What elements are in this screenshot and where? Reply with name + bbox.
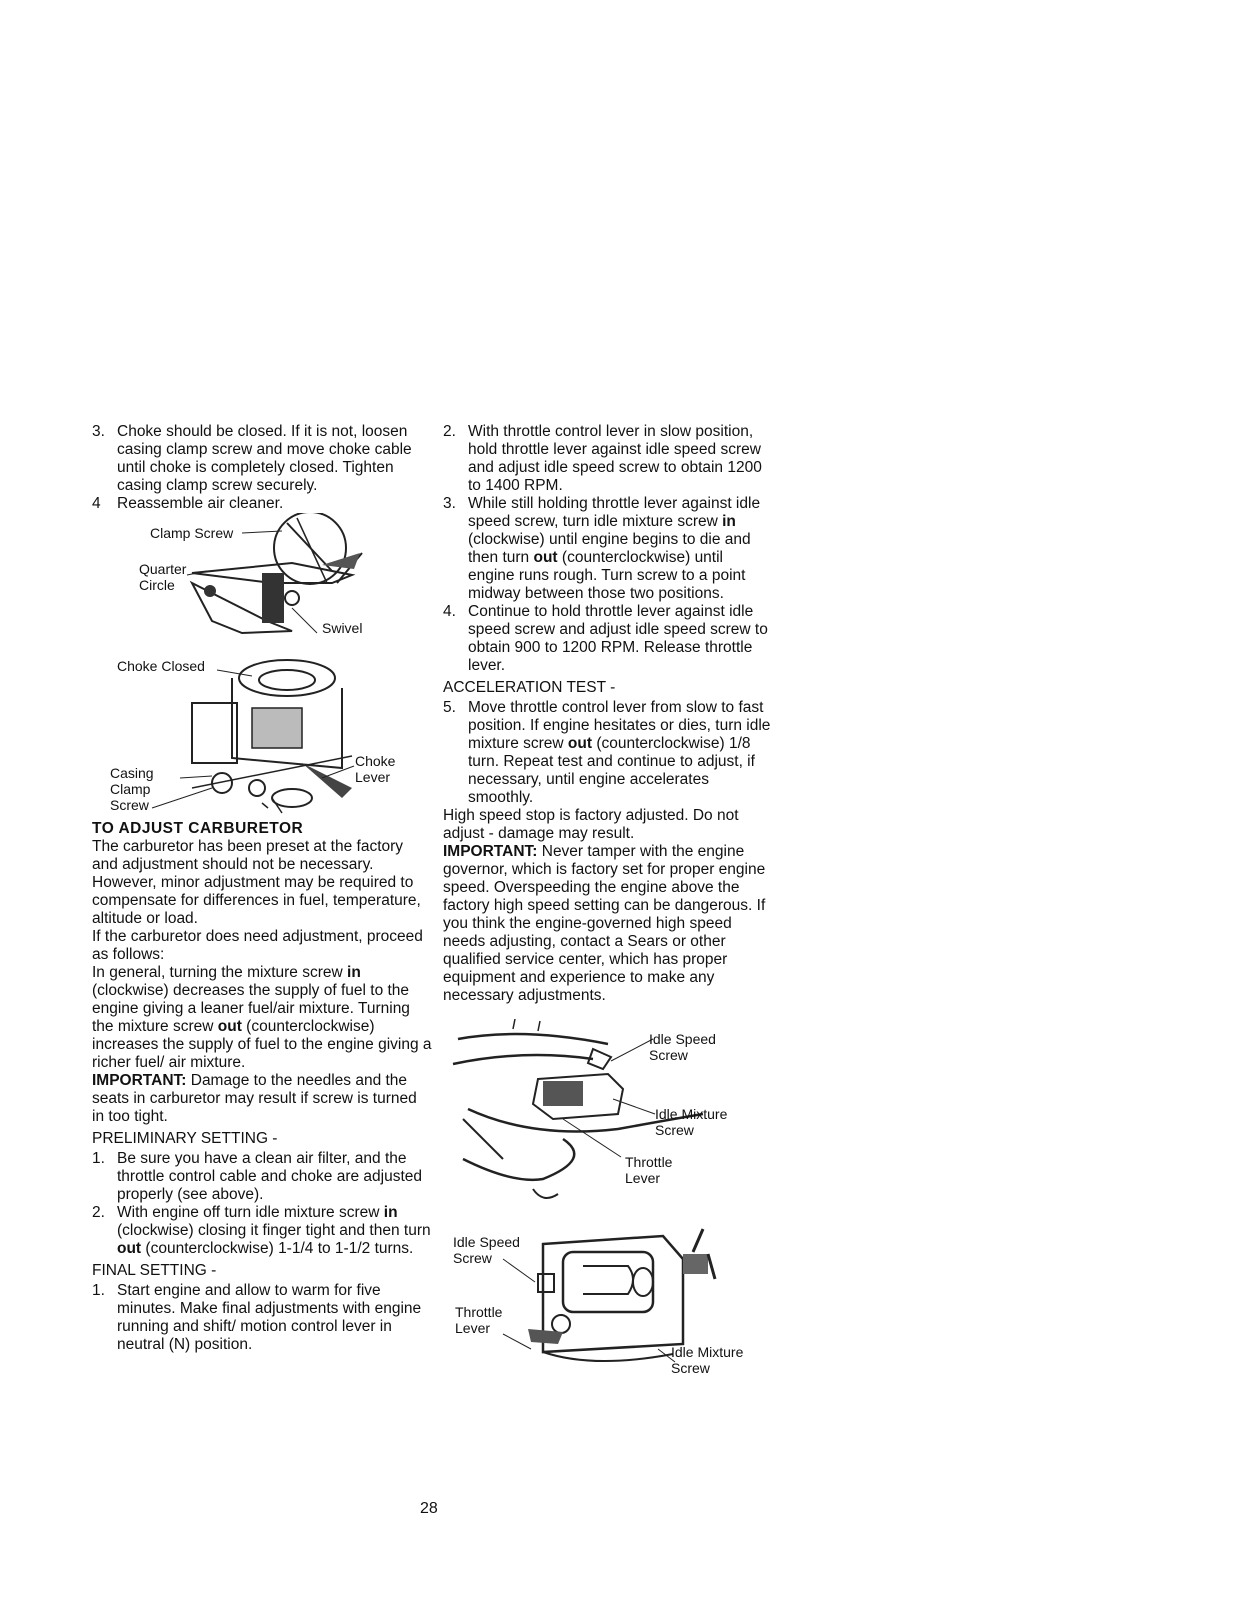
step-5-acceleration: 5. Move throttle control lever from slow to fast position. If engine hesitates or dies, turn idle mixture screw out (counterclockwise) 1/8 turn. Repeat test and continue to adjust, if necessary, until engine accelerates smoothly.	[443, 699, 771, 806]
right-column	[443, 423, 773, 1384]
label-casing-clamp-screw: Casing Clamp Screw	[110, 765, 154, 813]
step-3-choke: 3. Choke should be closed. If it is not, loosen casing clamp screw and move choke cable until choke is completely closed. Tighten casing clamp screw securely.	[92, 423, 412, 494]
step-4-release: 4. Continue to hold throttle lever against idle speed screw and adjust idle speed screw to obtain 900 to 1200 RPM. Release throttle lever.	[443, 603, 768, 674]
label-idle-speed-screw-bottom: Idle Speed Screw	[453, 1234, 520, 1266]
label-quarter-circle: Quarter Circle	[139, 561, 187, 593]
prelim-step-1: 1. Be sure you have a clean air filter, and the throttle control cable and choke are adjusted properly (see above).	[92, 1150, 423, 1203]
final-step-1: 1. Start engine and allow to warm for five minutes. Make final adjustments with engine running and shift/ motion control lever in neutral (N) position.	[92, 1282, 422, 1353]
left-column	[92, 423, 432, 1354]
label-idle-mixture-screw-bottom: Idle Mixture Screw	[671, 1344, 744, 1376]
para-mixture-screw: In general, turning the mixture screw in (clockwise) decreases the supply of fuel to the engine giving a leaner fuel/air mixture. Turning the mixture screw out (counterclockwise) increases the supply of fuel to the engine giving a richer fuel/ air mixture.	[92, 964, 432, 1071]
label-choke-closed: Choke Closed	[117, 658, 205, 674]
idle-screws-side-diagram	[443, 1019, 773, 1224]
label-throttle-lever-bottom: Throttle Lever	[455, 1304, 503, 1336]
step-2-idle-speed: 2. With throttle control lever in slow position, hold throttle lever against idle speed screw and adjust idle speed screw to obtain 1200 to 1400 RPM.	[443, 423, 762, 494]
label-swivel: Swivel	[322, 620, 363, 636]
label-choke-lever: Choke Lever	[355, 753, 396, 785]
para-important-governor: IMPORTANT: Never tamper with the engine governor, which is factory set for proper engine speed. Overspeeding the engine above the factory high speed setting can be dangerous. If you think the engine-governed high speed needs adjusting, contact a Sears or other qualified service center, which has proper equipment and experience to make any necessary adjustments.	[443, 843, 766, 1004]
para-need-adjustment: If the carburetor does need adjustment, proceed as follows:	[92, 928, 423, 963]
para-high-speed-stop: High speed stop is factory adjusted. Do not adjust - damage may result.	[443, 807, 739, 842]
para-preset: The carburetor has been preset at the factory and adjustment should not be necessary. However, minor adjustment may be required to compensate for differences in fuel, temperature, altitude or load.	[92, 838, 421, 927]
label-idle-speed-screw-top: Idle Speed Screw	[649, 1031, 716, 1063]
label-throttle-lever-top: Throttle Lever	[625, 1154, 673, 1186]
para-important-needles: IMPORTANT: Damage to the needles and the seats in carburetor may result if screw is turned in too tight.	[92, 1072, 417, 1125]
choke-closed-diagram	[92, 648, 432, 818]
label-clamp-screw: Clamp Screw	[150, 525, 234, 541]
label-idle-mixture-screw-top: Idle Mixture Screw	[655, 1106, 728, 1138]
step-4-reassemble: 4 Reassemble air cleaner.	[92, 495, 284, 512]
page-number: 28	[420, 1500, 438, 1517]
prelim-step-2: 2. With engine off turn idle mixture screw in (clockwise) closing it finger tight and then turn out (counterclockwise) 1-1/4 to 1-1/2 turns.	[92, 1204, 431, 1257]
heading-adjust-carburetor: TO ADJUST CARBURETOR	[92, 820, 304, 837]
heading-acceleration-test: ACCELERATION TEST -	[443, 679, 616, 696]
choke-swivel-diagram	[92, 513, 432, 648]
step-3-idle-mixture: 3. While still holding throttle lever against idle speed screw, turn idle mixture screw in (clockwise) until engine begins to die and then turn out (counterclockwise) until engine runs rough. Turn screw to a point midway between those two positions.	[443, 495, 761, 602]
heading-final-setting: FINAL SETTING -	[92, 1262, 217, 1279]
heading-preliminary-setting: PRELIMINARY SETTING -	[92, 1130, 278, 1147]
idle-screws-front-diagram	[443, 1224, 773, 1384]
